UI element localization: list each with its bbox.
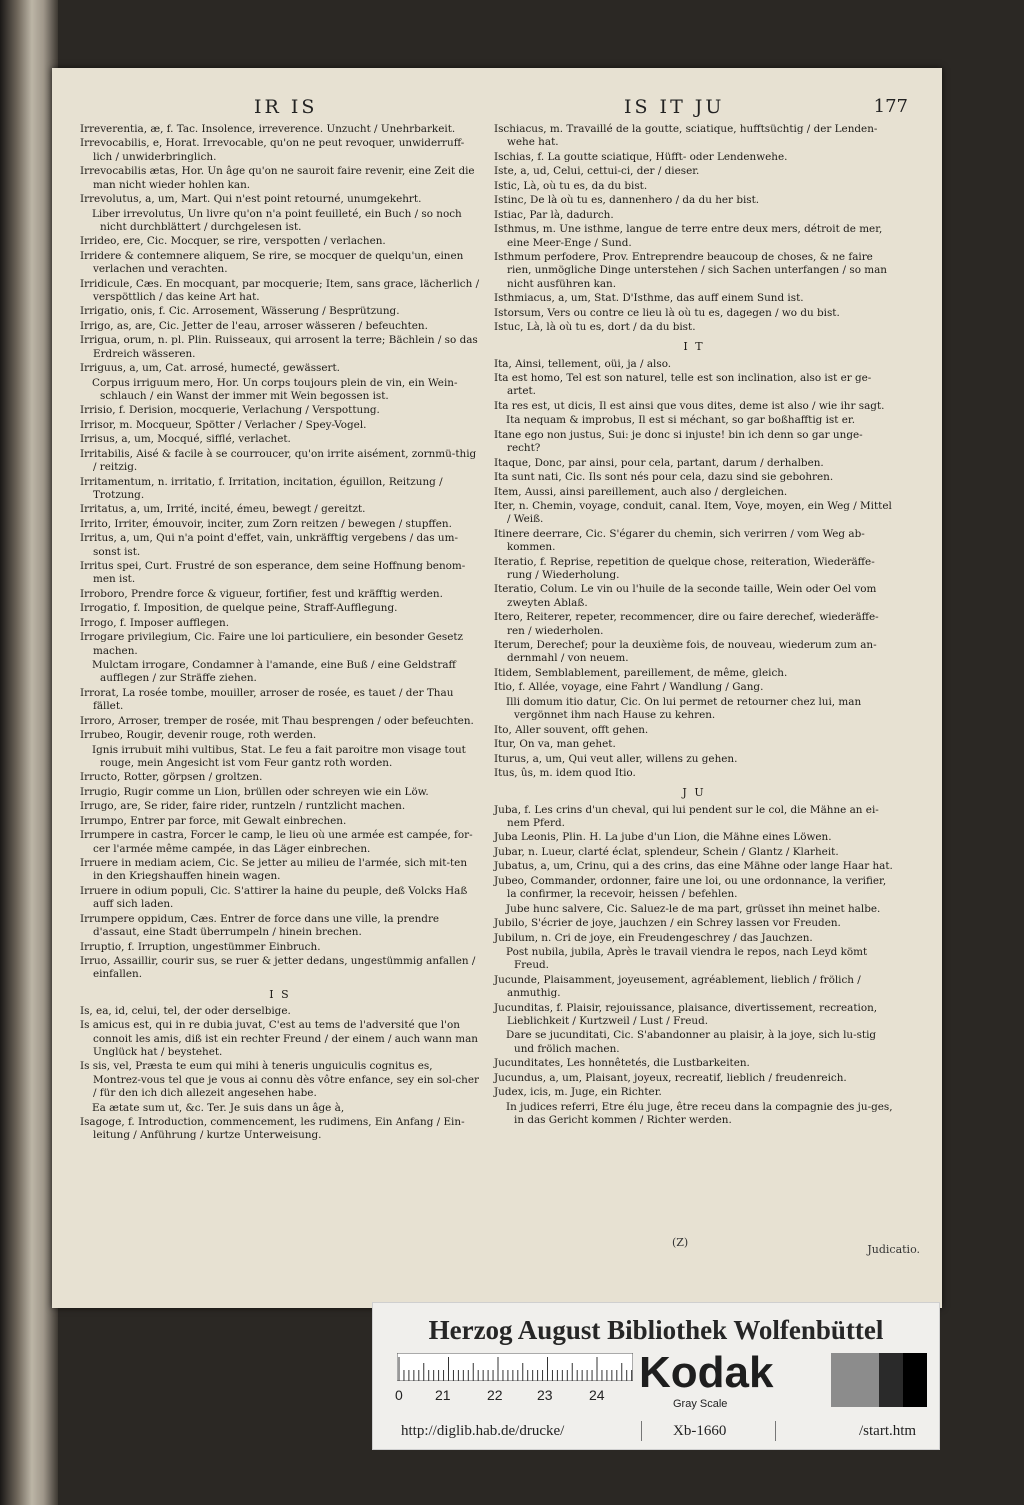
ruler-number: 23 xyxy=(537,1387,553,1403)
dictionary-entry: Irroboro, Prendre force & vigueur, fortifier, fest und kräfftig werden. xyxy=(80,587,443,600)
dictionary-entry: Ita nequam & improbus, Il est si méchant, so gar boßhafftig ist er. xyxy=(506,414,856,427)
dictionary-entry: Irrugo, are, Se rider, faire rider, runtzeln / runtzlicht machen. xyxy=(80,800,406,813)
dictionary-entry: Istorsum, Vers ou contre ce lieu là où tu es, dagegen / wo du bist. xyxy=(494,306,840,319)
dictionary-entry: Ita, Ainsi, tellement, oüi, ja / also. xyxy=(494,357,672,370)
dictionary-entry: Juba, f. Les crins d'un cheval, qui lui pendent sur le col, die Mähne an ei-nem Pferd. xyxy=(494,803,879,829)
dictionary-entry: Itinere deerrare, Cic. S'égarer du chemin, sich verirren / vom Weg ab-kommen. xyxy=(494,527,865,554)
dictionary-entry: Isthmus, m. Une isthme, langue de terre entre deux mers, détroit de mer, eine Meer-Enge / Sund. xyxy=(494,223,883,249)
dictionary-entry: Jubilo, S'écrier de joye, jauchzen / ein Schrey lassen vor Freuden. xyxy=(494,917,841,930)
dictionary-entry: Irrorat, La rosée tombe, mouiller, arroser de rosée, es tauet / der Thau fället. xyxy=(80,686,454,713)
dictionary-entry: Itero, Reiterer, repeter, recommencer, dire ou faire derechef, wiederäffe-ren / wiederholen. xyxy=(494,611,879,637)
dictionary-entry: Isthmiacus, a, um, Stat. D'Isthme, das auff einem Sund ist. xyxy=(494,292,804,305)
dictionary-entry: Irrisus, a, um, Mocqué, sifflé, verlachet. xyxy=(80,433,291,446)
left-column xyxy=(80,123,480,1144)
dictionary-entry: Itio, f. Allée, voyage, eine Fahrt / Wandlung / Gang. xyxy=(494,681,764,694)
ruler-number: 24 xyxy=(589,1387,605,1403)
ruler-number: 21 xyxy=(435,1387,451,1403)
dictionary-entry: Irreverentia, æ, f. Tac. Insolence, irreverence. Unzucht / Unehrbarkeit. xyxy=(80,123,456,135)
dictionary-entry: Ita sunt nati, Cic. Ils sont nés pour cela, dazu sind sie gebohren. xyxy=(494,471,834,484)
catchword: Judicatio. xyxy=(867,1243,920,1256)
running-head-left: IR IS xyxy=(254,96,318,118)
dictionary-entry: Irridicule, Cæs. En mocquant, par mocquerie; Item, sans grace, lächerlich / verspöttlich / das keine Art hat. xyxy=(80,277,480,303)
running-head-right: IS IT JU xyxy=(624,96,725,118)
page-number: 177 xyxy=(873,96,908,117)
dictionary-entry: In judices referri, Etre élu juge, être receu dans la compagnie des ju-ges, in das Gericht kommen / Richter werden. xyxy=(506,1100,893,1126)
dictionary-entry: Itur, On va, man gehet. xyxy=(494,738,616,751)
gray-swatch-mid xyxy=(831,1353,879,1407)
dictionary-entry: Mulctam irrogare, Condamner à l'amande, eine Buß / eine Geldstraff aufflegen / zur Sträffe ziehen. xyxy=(92,659,456,685)
ruler-number: 0 xyxy=(395,1387,403,1403)
dictionary-entry: Irruptio, f. Irruption, ungestümmer Einbruch. xyxy=(80,940,321,953)
dictionary-entry: Iter, n. Chemin, voyage, conduit, canal. Item, Voye, moyen, ein Weg / Mittel / Weiß. xyxy=(494,500,892,526)
book-spine xyxy=(0,0,58,1505)
dictionary-entry: Irritus spei, Curt. Frustré de son esperance, dem seine Hoffnung benom-men ist. xyxy=(80,560,466,586)
dictionary-entry: Ito, Aller souvent, offt gehen. xyxy=(494,723,649,736)
dictionary-entry: Iterum, Derechef; pour la deuxième fois, de nouveau, wiederum zum an-dernmahl / von neuem. xyxy=(494,639,877,665)
dictionary-entry: Irruo, Assaillir, courir sus, se ruer & jetter dedans, ungestümmig anfallen / einfallen. xyxy=(80,955,476,981)
ruler-number: 22 xyxy=(487,1387,503,1403)
signature-mark: (Z) xyxy=(672,1236,689,1249)
dictionary-entry: Isthmum perfodere, Prov. Entreprendre beaucoup de choses, & ne faire rien, unmögliche Dinge unterstehen / sich Sachen unterfangen / so man nicht ausführen kan. xyxy=(494,250,887,290)
dictionary-entry: Irrugio, Rugir comme un Lion, brüllen oder schreyen wie ein Löw. xyxy=(80,785,429,798)
kodak-logo: Kodak xyxy=(639,1348,774,1397)
ruler-numbers xyxy=(391,1387,641,1407)
dictionary-entry: Irroro, Arroser, tremper de rosée, mit Thau besprengen / oder befeuchten. xyxy=(80,714,474,727)
dictionary-entry: Jucunditas, f. Plaisir, rejouissance, plaisance, divertissement, recreation, Lieblichkeit / Kurtzweil / Lust / Freud. xyxy=(494,1001,878,1027)
dictionary-entry: Item, Aussi, ainsi pareillement, auch also / dergleichen. xyxy=(494,485,788,498)
dictionary-entry: Irrumpere oppidum, Cæs. Entrer de force dans une ville, la prendre d'assaut, eine Stadt überrumpeln / hinein brechen. xyxy=(80,912,440,939)
section-heading: I S xyxy=(269,987,291,1001)
dictionary-entry: Irridere & contemnere aliquem, Se rire, se mocquer de quelqu'un, einen verlachen und verachten. xyxy=(80,249,464,276)
dictionary-entry: Ischias, f. La goutte sciatique, Hüfft- oder Lendenwehe. xyxy=(494,150,788,163)
dictionary-entry: Jubar, n. Lueur, clarté éclat, splendeur, Schein / Glantz / Klarheit. xyxy=(494,845,839,858)
dictionary-entry: Irritabilis, Aisé & facile à se courroucer, qu'on irrite aisément, zornmü-thig / reitzig. xyxy=(80,447,477,474)
dictionary-entry: Istic, Là, où tu es, da du bist. xyxy=(494,179,648,192)
dictionary-entry: Irrisor, m. Mocqueur, Spötter / Verlacher / Spey-Vogel. xyxy=(80,418,367,431)
dictionary-entry: Irritamentum, n. irritatio, f. Irritation, incitation, éguillon, Reitzung / Trotzung. xyxy=(80,475,443,501)
section-heading: J U xyxy=(682,786,706,800)
separator xyxy=(641,1421,642,1441)
dictionary-entry: Jucunditates, Les honnêtetés, die Lustbarkeiten. xyxy=(494,1057,750,1070)
dictionary-entry: Ignis irrubuit mihi vultibus, Stat. Le feu a fait paroitre mon visage tout rouge, mein Angesicht ist vom Feur gantz roth worden. xyxy=(92,743,466,769)
dictionary-entry: Irrigatio, onis, f. Cic. Arrosement, Wässerung / Besprützung. xyxy=(80,305,400,318)
start-url: /start.htm xyxy=(859,1423,917,1439)
dictionary-entry: Jubeo, Commander, ordonner, faire une loi, ou une ordonnance, la verifier, la confirmer, la recevoir, heissen / befehlen. xyxy=(494,874,887,901)
dictionary-entry: Irruere in odium populi, Cic. S'attirer la haine du peuple, deß Volcks Haß auff sich laden. xyxy=(80,884,468,911)
dictionary-entry: Irrigua, orum, n. pl. Plin. Ruisseaux, qui arrosent la terre; Bächlein / so das Erdreich wässeren. xyxy=(80,334,478,360)
dictionary-entry: Irrigo, as, are, Cic. Jetter de l'eau, arroser wässeren / befeuchten. xyxy=(80,319,428,332)
dictionary-entry: Itus, ûs, m. idem quod Itio. xyxy=(494,766,636,779)
dictionary-entry: Irrogare privilegium, Cic. Faire une loi particuliere, ein besonder Gesetz machen. xyxy=(80,631,464,657)
dictionary-entry: Iturus, a, um, Qui veut aller, willens zu gehen. xyxy=(494,752,738,765)
dictionary-entry: Is amicus est, qui in re dubia juvat, C'est au tems de l'adversité que l'on connoit les amis, diß ist ein rechter Freund / der einem / auch wann man Unglück hat / beystehet. xyxy=(80,1019,479,1058)
dictionary-entry: Judex, icis, m. Juge, ein Richter. xyxy=(494,1086,662,1099)
dictionary-entry: Juba Leonis, Plin. H. La jube d'un Lion, die Mähne eines Löwen. xyxy=(494,831,832,844)
dictionary-entry: Ischiacus, m. Travaillé de la goutte, sciatique, hufftsüchtig / der Lenden-wehe hat. xyxy=(494,123,878,149)
dictionary-entry: Irrito, Irriter, émouvoir, inciter, zum Zorn reitzen / bewegen / stupffen. xyxy=(80,517,452,530)
dictionary-entry: Itane ego non justus, Sui: je donc si injuste! bin ich denn so gar unge-recht? xyxy=(494,428,863,455)
dictionary-entry: Itidem, Semblablement, pareillement, de même, gleich. xyxy=(494,666,788,679)
dictionary-entry: Liber irrevolutus, Un livre qu'on n'a point feuilleté, ein Buch / so noch nicht durchblättert / durchgelesen ist. xyxy=(92,207,462,233)
library-title: Herzog August Bibliothek Wolfenbüttel xyxy=(428,1315,884,1345)
dictionary-entry: Irrevocabilis ætas, Hor. Un âge qu'on ne sauroit faire revenir, eine Zeit die man nicht wieder hohlen kan. xyxy=(80,165,475,191)
dictionary-entry: Irriguus, a, um, Cat. arrosé, humecté, gewässert. xyxy=(80,362,340,375)
dictionary-entry: Irrevocabilis, e, Horat. Irrevocable, qu'on ne peut revoquer, unwiderruff-lich / unwiderbringlich. xyxy=(80,137,465,163)
dictionary-entry: Jubatus, a, um, Crinu, qui a des crins, das eine Mähne oder lange Haar hat. xyxy=(494,860,893,873)
dictionary-entry: Is sis, vel, Præsta te eum qui mihi à teneris unguiculis cognitus es, Montrez-vous tel que je vous ai connu dès vôtre enfance, sey ein sol-cher / für den ich dich allezeit angesehen habe. xyxy=(80,1060,479,1100)
dictionary-entry: Dare se jucunditati, Cic. S'abandonner au plaisir, à la joye, sich lu-stig und frölich machen. xyxy=(506,1029,877,1055)
dictionary-entry: Istinc, De là où tu es, dannenhero / da du her bist. xyxy=(494,194,760,207)
dictionary-entry: Irrogo, f. Imposer aufflegen. xyxy=(80,616,230,629)
dictionary-entry: Corpus irriguum mero, Hor. Un corps toujours plein de vin, ein Wein-schlauch / ein Wanst der immer mit Wein begossen ist. xyxy=(92,376,458,402)
dictionary-entry: Irrevolutus, a, um, Mart. Qui n'est point retourné, unumgekehrt. xyxy=(80,193,422,206)
dictionary-entry: Iteratio, f. Reprise, repetition de quelque chose, reiteration, Wiederäffe-rung / Wiederholung. xyxy=(494,555,875,581)
dictionary-entry: Itaque, Donc, par ainsi, pour cela, partant, darum / derhalben. xyxy=(494,456,824,469)
dictionary-entry: Illi domum itio datur, Cic. On lui permet de retourner chez lui, man vergönnet ihm nach Hause zu kehren. xyxy=(506,695,862,722)
dictionary-entry: Is, ea, id, celui, tel, der oder derselbige. xyxy=(80,1004,291,1017)
dictionary-entry: Jucundus, a, um, Plaisant, joyeux, recreatif, lieblich / freudenreich. xyxy=(494,1071,847,1084)
shelfmark: Xb-1660 xyxy=(673,1423,727,1439)
dictionary-page xyxy=(52,68,942,1308)
right-column xyxy=(494,123,894,1128)
dictionary-entry: Irruere in mediam aciem, Cic. Se jetter au milieu de l'armée, sich mit-ten in den Kriegshauffen hinein wagen. xyxy=(80,857,468,883)
dictionary-entry: Isagoge, f. Introduction, commencement, les rudimens, Ein Anfang / Ein-leitung / Anführung / kurtze Unterweisung. xyxy=(80,1116,465,1142)
gray-swatch-black xyxy=(903,1353,927,1407)
gray-scale-label: Gray Scale xyxy=(673,1398,728,1410)
dictionary-entry: Istuc, Là, là où tu es, dort / da du bist. xyxy=(494,321,696,334)
library-banner xyxy=(372,1302,940,1450)
dictionary-entry: Irrumpere in castra, Forcer le camp, le lieu où une armée est campée, for-cer l'armée même campée, in das Läger einbrechen. xyxy=(80,829,473,855)
dictionary-entry: Ea ætate sum ut, &c. Ter. Je suis dans un âge à, xyxy=(92,1101,345,1114)
dictionary-entry: Irructo, Rotter, görpsen / groltzen. xyxy=(80,771,263,784)
dictionary-entry: Irrubeo, Rougir, devenir rouge, roth werden. xyxy=(80,729,317,742)
dictionary-entry: Jubilum, n. Cri de joye, ein Freudengeschrey / das Jauchzen. xyxy=(494,931,813,944)
dictionary-entry: Jucunde, Plaisamment, joyeusement, agréablement, lieblich / frölich / anmuthig. xyxy=(494,973,861,1000)
separator xyxy=(775,1421,776,1441)
dictionary-entry: Istiac, Par là, dadurch. xyxy=(494,208,614,221)
dictionary-entry: Ita res est, ut dicis, Il est ainsi que vous dites, deme ist also / wie ihr sagt. xyxy=(494,399,885,412)
dictionary-entry: Irrogatio, f. Imposition, de quelque peine, Straff-Aufflegung. xyxy=(80,602,398,615)
dictionary-entry: Iteratio, Colum. Le vin ou l'huile de la seconde taille, Wein oder Oel vom zweyten Ablaß. xyxy=(494,583,877,609)
library-url: http://diglib.hab.de/drucke/ xyxy=(401,1423,565,1439)
dictionary-entry: Irritatus, a, um, Irrité, incité, émeu, bewegt / gereitzt. xyxy=(80,503,366,516)
section-heading: I T xyxy=(683,340,705,354)
dictionary-entry: Irrumpo, Entrer par force, mit Gewalt einbrechen. xyxy=(80,814,347,827)
dictionary-entry: Iste, a, ud, Celui, cettui-ci, der / dieser. xyxy=(494,165,700,178)
dictionary-entry: Ita est homo, Tel est son naturel, telle est son inclination, also ist er ge-artet. xyxy=(494,372,872,398)
dictionary-entry: Jube hunc salvere, Cic. Saluez-le de ma part, grüsset ihn meinet halbe. xyxy=(506,902,881,915)
dictionary-entry: Irrideo, ere, Cic. Mocquer, se rire, verspotten / verlachen. xyxy=(80,235,386,248)
gray-swatch-dark xyxy=(879,1353,903,1407)
ruler-scale xyxy=(397,1353,633,1381)
dictionary-entry: Irrisio, f. Derision, mocquerie, Verlachung / Verspottung. xyxy=(80,404,380,417)
dictionary-entry: Post nubila, jubila, Après le travail viendra le repos, nach Leyd kömt Freud. xyxy=(506,946,868,972)
dictionary-entry: Irritus, a, um, Qui n'a point d'effet, vain, unkräfftig vergebens / das um-sonst ist. xyxy=(80,532,458,558)
